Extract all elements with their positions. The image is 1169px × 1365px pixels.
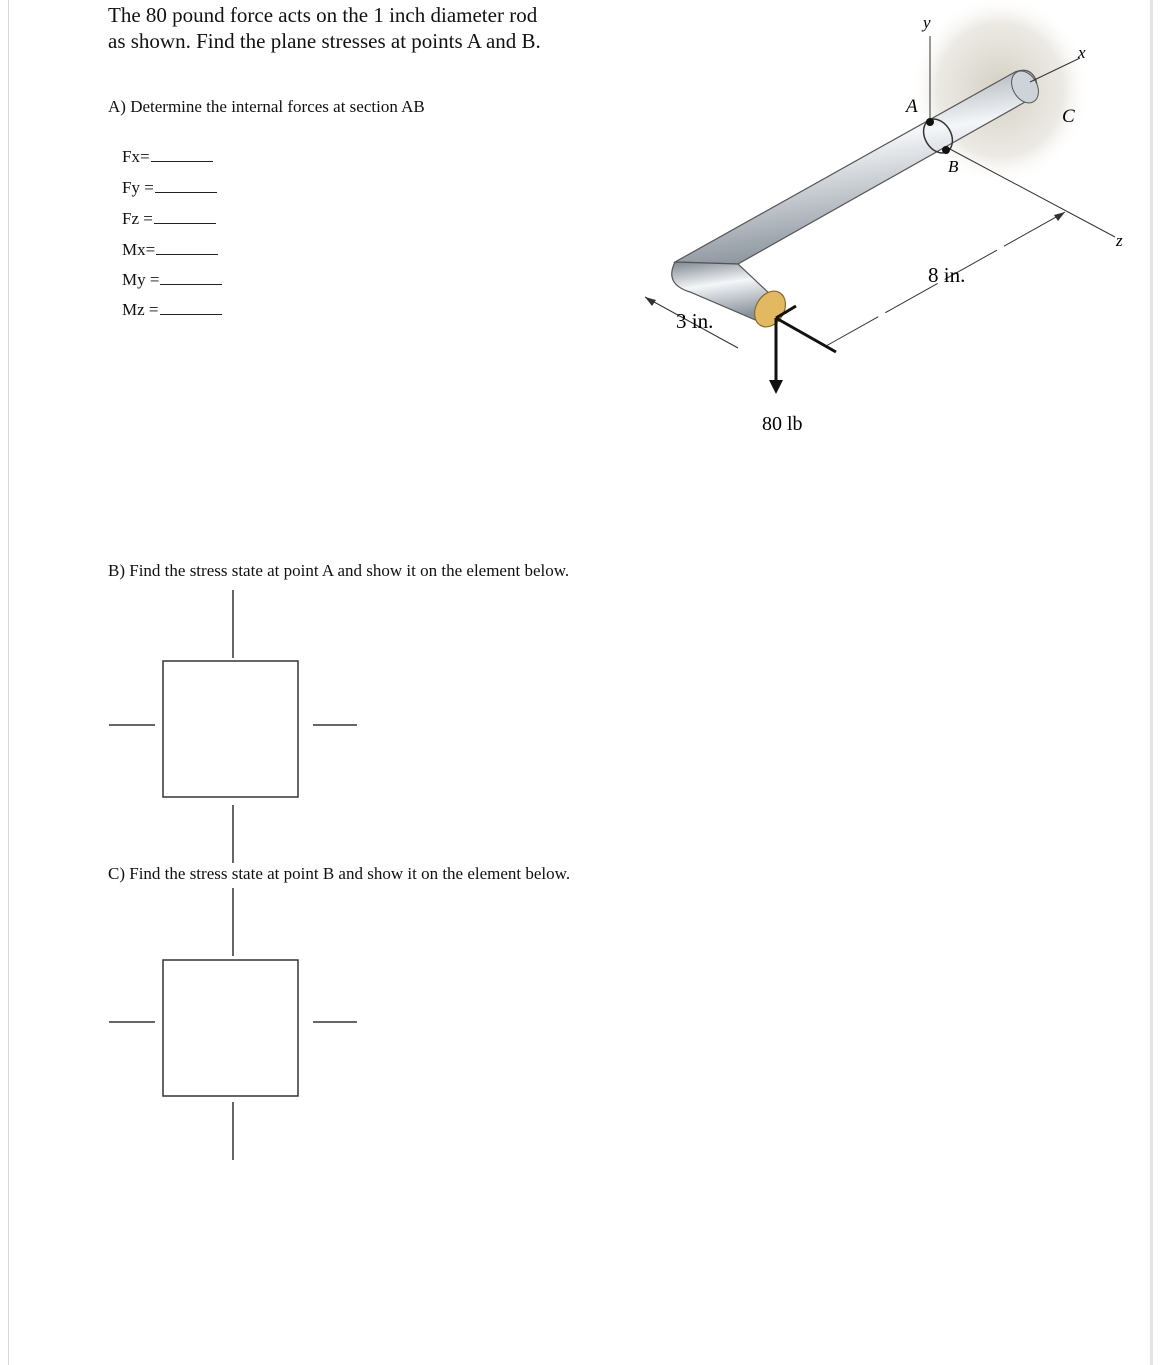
z-axis-label: z: [1116, 231, 1123, 250]
field-label: My =: [122, 270, 160, 289]
rod-figure: [600, 0, 1150, 470]
part-a-heading: A) Determine the internal forces at section AB: [108, 97, 425, 116]
answer-blank[interactable]: [155, 178, 217, 193]
point-b-marker: [942, 146, 950, 154]
point-b-label: B: [948, 157, 959, 176]
answer-blank[interactable]: [160, 270, 222, 285]
local-z-axis: [776, 318, 836, 352]
point-a-marker: [926, 118, 934, 126]
page-right-edge: [1150, 0, 1153, 1365]
problem-statement: [108, 2, 541, 54]
answer-blank[interactable]: [156, 240, 218, 255]
point-c-label: C: [1062, 106, 1075, 127]
stress-element-a[interactable]: [105, 588, 365, 866]
dim-3-arrow: [645, 297, 656, 306]
field-label: Mx=: [122, 240, 156, 259]
force-label: 80 lb: [762, 413, 803, 435]
element-square[interactable]: [163, 661, 298, 797]
problem-line-1: The 80 pound force acts on the 1 inch diameter rod: [108, 3, 538, 27]
field-my[interactable]: [122, 270, 222, 290]
field-label: Mz =: [122, 300, 159, 319]
problem-line-2: as shown. Find the plane stresses at points A and B.: [108, 29, 541, 53]
field-fy[interactable]: [122, 178, 217, 198]
field-fx[interactable]: [122, 147, 213, 167]
dim-8-label: 8 in.: [928, 263, 966, 287]
dim-3-label: 3 in.: [676, 309, 714, 333]
field-mx[interactable]: [122, 240, 218, 260]
y-axis-label: y: [923, 13, 931, 32]
answer-blank[interactable]: [151, 147, 213, 162]
dim-8-arrow: [1054, 212, 1065, 221]
field-label: Fy =: [122, 178, 154, 197]
page-left-edge: [8, 0, 9, 1365]
force-arrowhead: [769, 380, 783, 394]
field-mz[interactable]: [122, 300, 222, 320]
answer-blank[interactable]: [160, 300, 222, 315]
field-label: Fx=: [122, 147, 150, 166]
field-fz[interactable]: [122, 209, 216, 229]
point-a-label: A: [906, 96, 918, 117]
part-c-heading: C) Find the stress state at point B and show it on the element below.: [108, 864, 571, 883]
element-square[interactable]: [163, 960, 298, 1096]
x-axis-label: x: [1078, 43, 1086, 62]
field-label: Fz =: [122, 209, 153, 228]
answer-blank[interactable]: [154, 209, 216, 224]
stress-element-b[interactable]: [105, 886, 365, 1164]
part-b-heading: B) Find the stress state at point A and show it on the element below.: [108, 561, 570, 580]
